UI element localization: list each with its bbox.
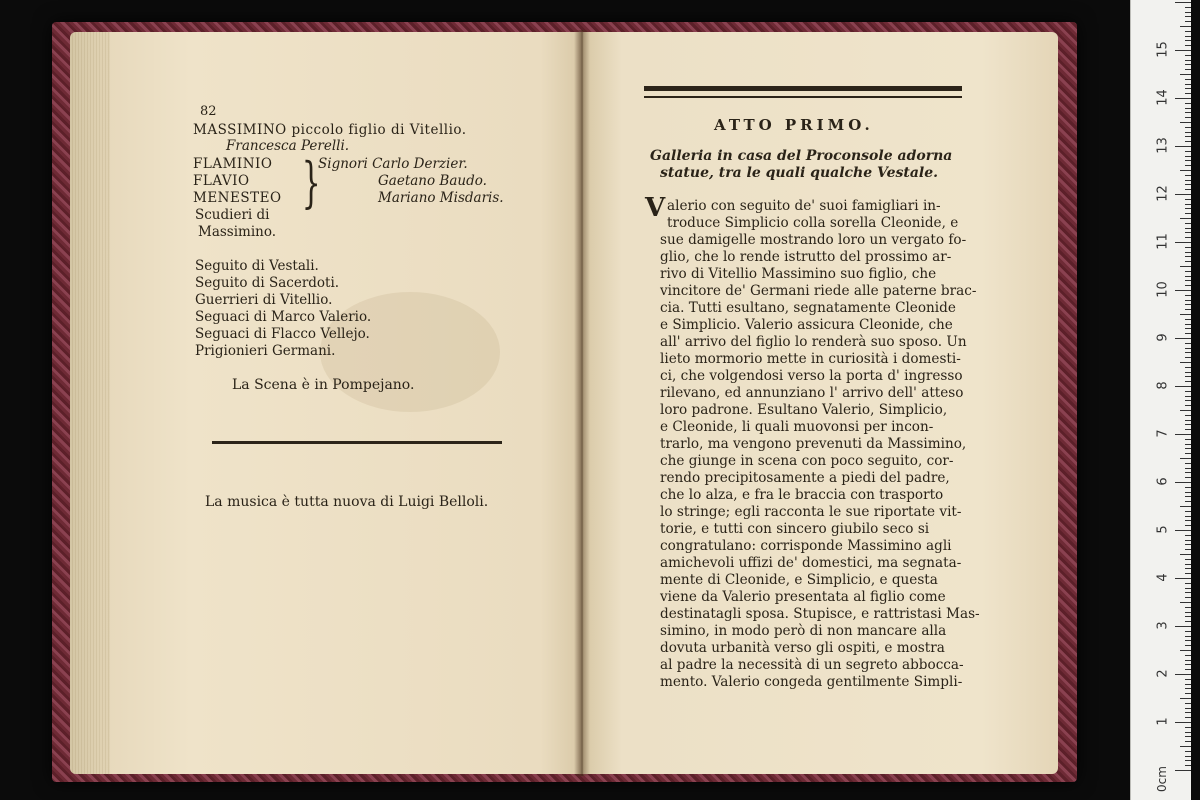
- ruler-tick: [1185, 429, 1191, 430]
- ruler-tick: [1185, 304, 1191, 305]
- ruler-number: 5: [1155, 525, 1171, 534]
- ruler-tick: [1185, 424, 1191, 425]
- ruler-tick: [1185, 21, 1191, 22]
- ruler-tick: [1185, 376, 1191, 377]
- ruler-tick: [1185, 712, 1191, 713]
- brace-bracket: }: [301, 151, 321, 214]
- body-line: e Simplicio. Valerio assicura Cleonide, che: [660, 317, 953, 333]
- left-divider-rule: [212, 441, 502, 444]
- ruler-tick: [1180, 74, 1191, 75]
- ruler-tick: [1185, 405, 1191, 406]
- ruler-tick: [1185, 319, 1191, 320]
- body-line: rendo precipitosamente a piedi del padre,: [660, 470, 950, 486]
- cast-role-scudieri: Scudieri di: [195, 207, 270, 223]
- ruler-tick: [1185, 343, 1191, 344]
- ruler-tick: [1185, 727, 1191, 728]
- extras-line: Guerrieri di Vitellio.: [195, 292, 333, 308]
- ruler-tick: [1185, 256, 1191, 257]
- ruler-tick: [1185, 660, 1191, 661]
- cast-actor-flaminio: Signori Carlo Derzier.: [318, 156, 468, 172]
- ruler-tick: [1185, 751, 1191, 752]
- ruler-tick: [1185, 448, 1191, 449]
- cast-role-massimino: MASSIMINO piccolo figlio di Vitellio.: [193, 122, 467, 138]
- body-line: mente di Cleonide, e Simplicio, e questa: [660, 572, 938, 588]
- ruler-tick: [1185, 708, 1191, 709]
- ruler-number: 13: [1155, 137, 1171, 154]
- ruler-tick: [1175, 98, 1191, 99]
- ruler-tick: [1175, 434, 1191, 435]
- ruler-tick: [1185, 117, 1191, 118]
- ruler-tick: [1175, 338, 1191, 339]
- body-line: che giunge in scena con poco seguito, cor-: [660, 453, 954, 469]
- ruler-tick: [1185, 180, 1191, 181]
- ruler-tick: [1185, 55, 1191, 56]
- cast-role-flavio: FLAVIO: [193, 173, 250, 189]
- ruler-tick: [1185, 156, 1191, 157]
- ruler-tick: [1185, 583, 1191, 584]
- ruler-tick: [1180, 506, 1191, 507]
- extras-line: Seguaci di Marco Valerio.: [195, 309, 372, 325]
- body-line: cia. Tutti esultano, segnatamente Cleonide: [660, 300, 956, 316]
- top-rule-thick: [644, 86, 962, 91]
- ruler-tick: [1185, 444, 1191, 445]
- ruler-tick: [1185, 391, 1191, 392]
- ruler-tick: [1185, 741, 1191, 742]
- body-line: vincitore de' Germani riede alle paterne brac-: [660, 283, 977, 299]
- ruler-tick: [1185, 420, 1191, 421]
- ruler-tick: [1185, 60, 1191, 61]
- ruler-tick: [1180, 122, 1191, 123]
- ruler-tick: [1175, 722, 1191, 723]
- ruler-tick: [1185, 621, 1191, 622]
- ruler-tick: [1185, 232, 1191, 233]
- ruler-tick: [1185, 64, 1191, 65]
- body-line: troduce Simplicio colla sorella Cleonide, e: [667, 215, 959, 231]
- ruler-tick: [1185, 568, 1191, 569]
- ruler-tick: [1185, 549, 1191, 550]
- ruler-tick: [1185, 693, 1191, 694]
- ruler-tick: [1185, 756, 1191, 757]
- ruler-number: 4: [1155, 573, 1171, 582]
- ruler-tick: [1185, 468, 1191, 469]
- extras-line: Seguito di Sacerdoti.: [195, 275, 340, 291]
- ruler-tick: [1185, 127, 1191, 128]
- ruler-tick: [1185, 352, 1191, 353]
- ruler-tick: [1185, 36, 1191, 37]
- ruler-tick: [1185, 717, 1191, 718]
- body-line: rilevano, ed annunziano l' arrivo dell' atteso: [660, 385, 964, 401]
- page-edges: [70, 32, 110, 774]
- ruler-tick: [1185, 487, 1191, 488]
- ruler-tick: [1185, 732, 1191, 733]
- body-line: lo stringe; egli racconta le sue riportate vit-: [660, 504, 962, 520]
- ruler-tick: [1180, 746, 1191, 747]
- ruler-tick: [1185, 607, 1191, 608]
- ruler-tick: [1185, 40, 1191, 41]
- ruler-tick: [1185, 16, 1191, 17]
- cast-role-menesteo: MENESTEO: [193, 190, 282, 206]
- ruler-tick: [1185, 189, 1191, 190]
- ruler-tick: [1185, 400, 1191, 401]
- music-credit: La musica è tutta nuova di Luigi Belloli.: [205, 494, 489, 510]
- ruler-tick: [1185, 84, 1191, 85]
- cast-role-flaminio: FLAMINIO: [193, 156, 273, 172]
- ruler-tick: [1185, 112, 1191, 113]
- scene-setting: La Scena è in Pompejano.: [232, 377, 415, 393]
- book-gutter: [574, 30, 590, 776]
- ruler-tick: [1175, 146, 1191, 147]
- ruler-tick: [1185, 300, 1191, 301]
- ruler-tick: [1185, 141, 1191, 142]
- ruler-number: 14: [1155, 89, 1171, 106]
- ruler-tick: [1185, 7, 1191, 8]
- ruler-tick: [1180, 362, 1191, 363]
- ruler-tick: [1185, 703, 1191, 704]
- ruler-tick: [1185, 535, 1191, 536]
- extras-line: Seguaci di Flacco Vellejo.: [195, 326, 370, 342]
- ruler-tick: [1185, 645, 1191, 646]
- ruler-tick: [1185, 295, 1191, 296]
- ruler-tick: [1185, 544, 1191, 545]
- ruler-tick: [1185, 501, 1191, 502]
- ruler-tick: [1185, 688, 1191, 689]
- ruler-tick: [1185, 199, 1191, 200]
- ruler-tick: [1185, 261, 1191, 262]
- ruler-number: 7: [1155, 429, 1171, 438]
- ruler-tick: [1180, 698, 1191, 699]
- body-line: simino, in modo però di non mancare alla: [660, 623, 947, 639]
- ruler-tick: [1185, 348, 1191, 349]
- ruler-tick: [1185, 45, 1191, 46]
- ruler-tick: [1185, 213, 1191, 214]
- ruler-tick: [1185, 573, 1191, 574]
- ruler-tick: [1185, 88, 1191, 89]
- ruler-tick: [1185, 760, 1191, 761]
- ruler-tick: [1185, 415, 1191, 416]
- ruler-tick: [1185, 165, 1191, 166]
- ruler-tick: [1185, 328, 1191, 329]
- extras-line: Seguito di Vestali.: [195, 258, 319, 274]
- ruler-tick: [1175, 242, 1191, 243]
- ruler-tick: [1185, 367, 1191, 368]
- ruler-number: 6: [1155, 477, 1171, 486]
- ruler-tick: [1185, 381, 1191, 382]
- ruler-tick: [1185, 237, 1191, 238]
- drop-cap: V: [645, 193, 666, 223]
- act-subtitle-line-2: statue, tra le quali qualche Vestale.: [660, 165, 939, 181]
- ruler-tick: [1185, 664, 1191, 665]
- body-line: trarlo, ma vengono prevenuti da Massimino,: [660, 436, 967, 452]
- act-title: ATTO PRIMO.: [714, 116, 874, 134]
- ruler-tick: [1175, 386, 1191, 387]
- ruler-tick: [1175, 290, 1191, 291]
- ruler-tick: [1185, 612, 1191, 613]
- ruler-number: 12: [1155, 185, 1171, 202]
- ruler-tick: [1175, 578, 1191, 579]
- ruler-tick: [1185, 136, 1191, 137]
- body-line: destinatagli sposa. Stupisce, e rattristasi Mas-: [660, 606, 980, 622]
- ruler-tick: [1180, 602, 1191, 603]
- ruler-number: 11: [1155, 233, 1171, 250]
- ruler-tick: [1185, 655, 1191, 656]
- ruler-tick: [1185, 223, 1191, 224]
- ruler-tick: [1175, 530, 1191, 531]
- ruler-tick: [1185, 540, 1191, 541]
- body-line: mento. Valerio congeda gentilmente Simpli-: [660, 674, 963, 690]
- ruler-tick: [1180, 266, 1191, 267]
- ruler-tick: [1180, 458, 1191, 459]
- ruler-tick: [1185, 333, 1191, 334]
- ruler-tick: [1185, 324, 1191, 325]
- body-line: torie, e tutti con sincero giubilo seco si: [660, 521, 930, 537]
- body-line: lieto mormorio mette in curiosità i domesti-: [660, 351, 961, 367]
- ruler-tick: [1185, 79, 1191, 80]
- ruler-tick: [1175, 50, 1191, 51]
- body-line: ci, che volgendosi verso la porta d' ingresso: [660, 368, 963, 384]
- ruler-tick: [1185, 108, 1191, 109]
- ruler-tick: [1180, 410, 1191, 411]
- ruler-tick: [1185, 357, 1191, 358]
- body-line: alerio con seguito de' suoi famigliari in-: [667, 198, 941, 214]
- ruler-tick: [1185, 511, 1191, 512]
- body-line: sue damigelle mostrando loro un vergato fo-: [660, 232, 967, 248]
- ruler-tick: [1185, 520, 1191, 521]
- ruler-tick: [1185, 285, 1191, 286]
- ruler-tick: [1185, 492, 1191, 493]
- ruler-number: 2: [1155, 669, 1171, 678]
- ruler-tick: [1185, 765, 1191, 766]
- ruler-tick: [1185, 228, 1191, 229]
- body-line: rivo di Vitellio Massimino suo figlio, che: [660, 266, 937, 282]
- ruler-tick: [1185, 160, 1191, 161]
- ruler-tick: [1185, 559, 1191, 560]
- ruler-tick: [1185, 175, 1191, 176]
- ruler-tick: [1180, 218, 1191, 219]
- ruler-number: 8: [1155, 381, 1171, 390]
- ruler-tick: [1185, 247, 1191, 248]
- ruler-tick: [1185, 276, 1191, 277]
- ruler-number: 1: [1155, 717, 1171, 726]
- ruler-tick: [1185, 453, 1191, 454]
- ruler-unit-label: 0cm: [1154, 766, 1169, 792]
- extras-line: Prigionieri Germani.: [195, 343, 336, 359]
- ruler-tick: [1185, 93, 1191, 94]
- ruler-tick: [1185, 564, 1191, 565]
- ruler-tick: [1185, 496, 1191, 497]
- body-line: glio, che lo rende istrutto del prossimo ar-: [660, 249, 952, 265]
- ruler-tick: [1185, 592, 1191, 593]
- body-line: e Cleonide, li quali muovonsi per incon-: [660, 419, 934, 435]
- ruler-tick: [1185, 525, 1191, 526]
- ruler-tick: [1180, 554, 1191, 555]
- ruler-number: 3: [1155, 621, 1171, 630]
- ruler-tick: [1185, 396, 1191, 397]
- ruler-tick: [1185, 132, 1191, 133]
- ruler-tick: [1175, 674, 1191, 675]
- ruler-tick: [1185, 208, 1191, 209]
- body-line: amichevoli uffizi de' domestici, ma segnata-: [660, 555, 962, 571]
- body-line: loro padrone. Esultano Valerio, Simplicio,: [660, 402, 948, 418]
- ruler-number: 15: [1155, 41, 1171, 58]
- ruler-tick: [1175, 770, 1191, 771]
- ruler-tick: [1185, 151, 1191, 152]
- ruler-tick: [1185, 616, 1191, 617]
- ruler-tick: [1185, 684, 1191, 685]
- ruler-tick: [1185, 588, 1191, 589]
- ruler-tick: [1185, 12, 1191, 13]
- body-line: all' arrivo del figlio lo renderà suo sposo. Un: [660, 334, 967, 350]
- ruler-tick: [1185, 31, 1191, 32]
- ruler-tick: [1175, 2, 1191, 3]
- ruler-tick: [1175, 626, 1191, 627]
- ruler-tick: [1180, 650, 1191, 651]
- body-line: congratulano: corrisponde Massimino agli: [660, 538, 952, 554]
- ruler-tick: [1185, 636, 1191, 637]
- ruler-tick: [1185, 252, 1191, 253]
- ruler-tick: [1185, 736, 1191, 737]
- ruler-tick: [1185, 309, 1191, 310]
- ruler-tick: [1175, 194, 1191, 195]
- ruler-tick: [1180, 314, 1191, 315]
- cast-actor-flavio: Gaetano Baudo.: [378, 173, 487, 189]
- ruler-tick: [1185, 69, 1191, 70]
- top-rule-thin: [644, 96, 962, 98]
- ruler-number: 9: [1155, 333, 1171, 342]
- ruler-tick: [1185, 280, 1191, 281]
- ruler-tick: [1185, 184, 1191, 185]
- body-line: che lo alza, e fra le braccia con trasporto: [660, 487, 944, 503]
- ruler-tick: [1175, 482, 1191, 483]
- measuring-ruler: [1130, 0, 1191, 800]
- ruler-tick: [1185, 204, 1191, 205]
- cast-role-massimino-2: Massimino.: [198, 224, 277, 240]
- ruler-tick: [1185, 372, 1191, 373]
- body-line: dovuta urbanità verso gli ospiti, e mostra: [660, 640, 945, 656]
- ruler-tick: [1185, 271, 1191, 272]
- ruler-tick: [1185, 597, 1191, 598]
- ruler-tick: [1185, 679, 1191, 680]
- page-number: 82: [200, 104, 217, 119]
- ruler-tick: [1185, 640, 1191, 641]
- ruler-tick: [1185, 631, 1191, 632]
- body-line: al padre la necessità di un segreto abbocca-: [660, 657, 964, 673]
- body-line: viene da Valerio presentata al figlio come: [660, 589, 946, 605]
- cast-actor-massimino: Francesca Perelli.: [226, 138, 350, 154]
- ruler-number: 10: [1155, 281, 1171, 298]
- ruler-tick: [1185, 477, 1191, 478]
- ruler-tick: [1185, 669, 1191, 670]
- ruler-tick: [1180, 26, 1191, 27]
- ruler-tick: [1185, 516, 1191, 517]
- ruler-tick: [1180, 170, 1191, 171]
- ruler-tick: [1185, 472, 1191, 473]
- cast-actor-menesteo: Mariano Misdaris.: [378, 190, 504, 206]
- ruler-tick: [1185, 463, 1191, 464]
- ruler-tick: [1185, 439, 1191, 440]
- ruler-tick: [1185, 103, 1191, 104]
- act-subtitle-line-1: Galleria in casa del Proconsole adorna: [650, 148, 953, 164]
